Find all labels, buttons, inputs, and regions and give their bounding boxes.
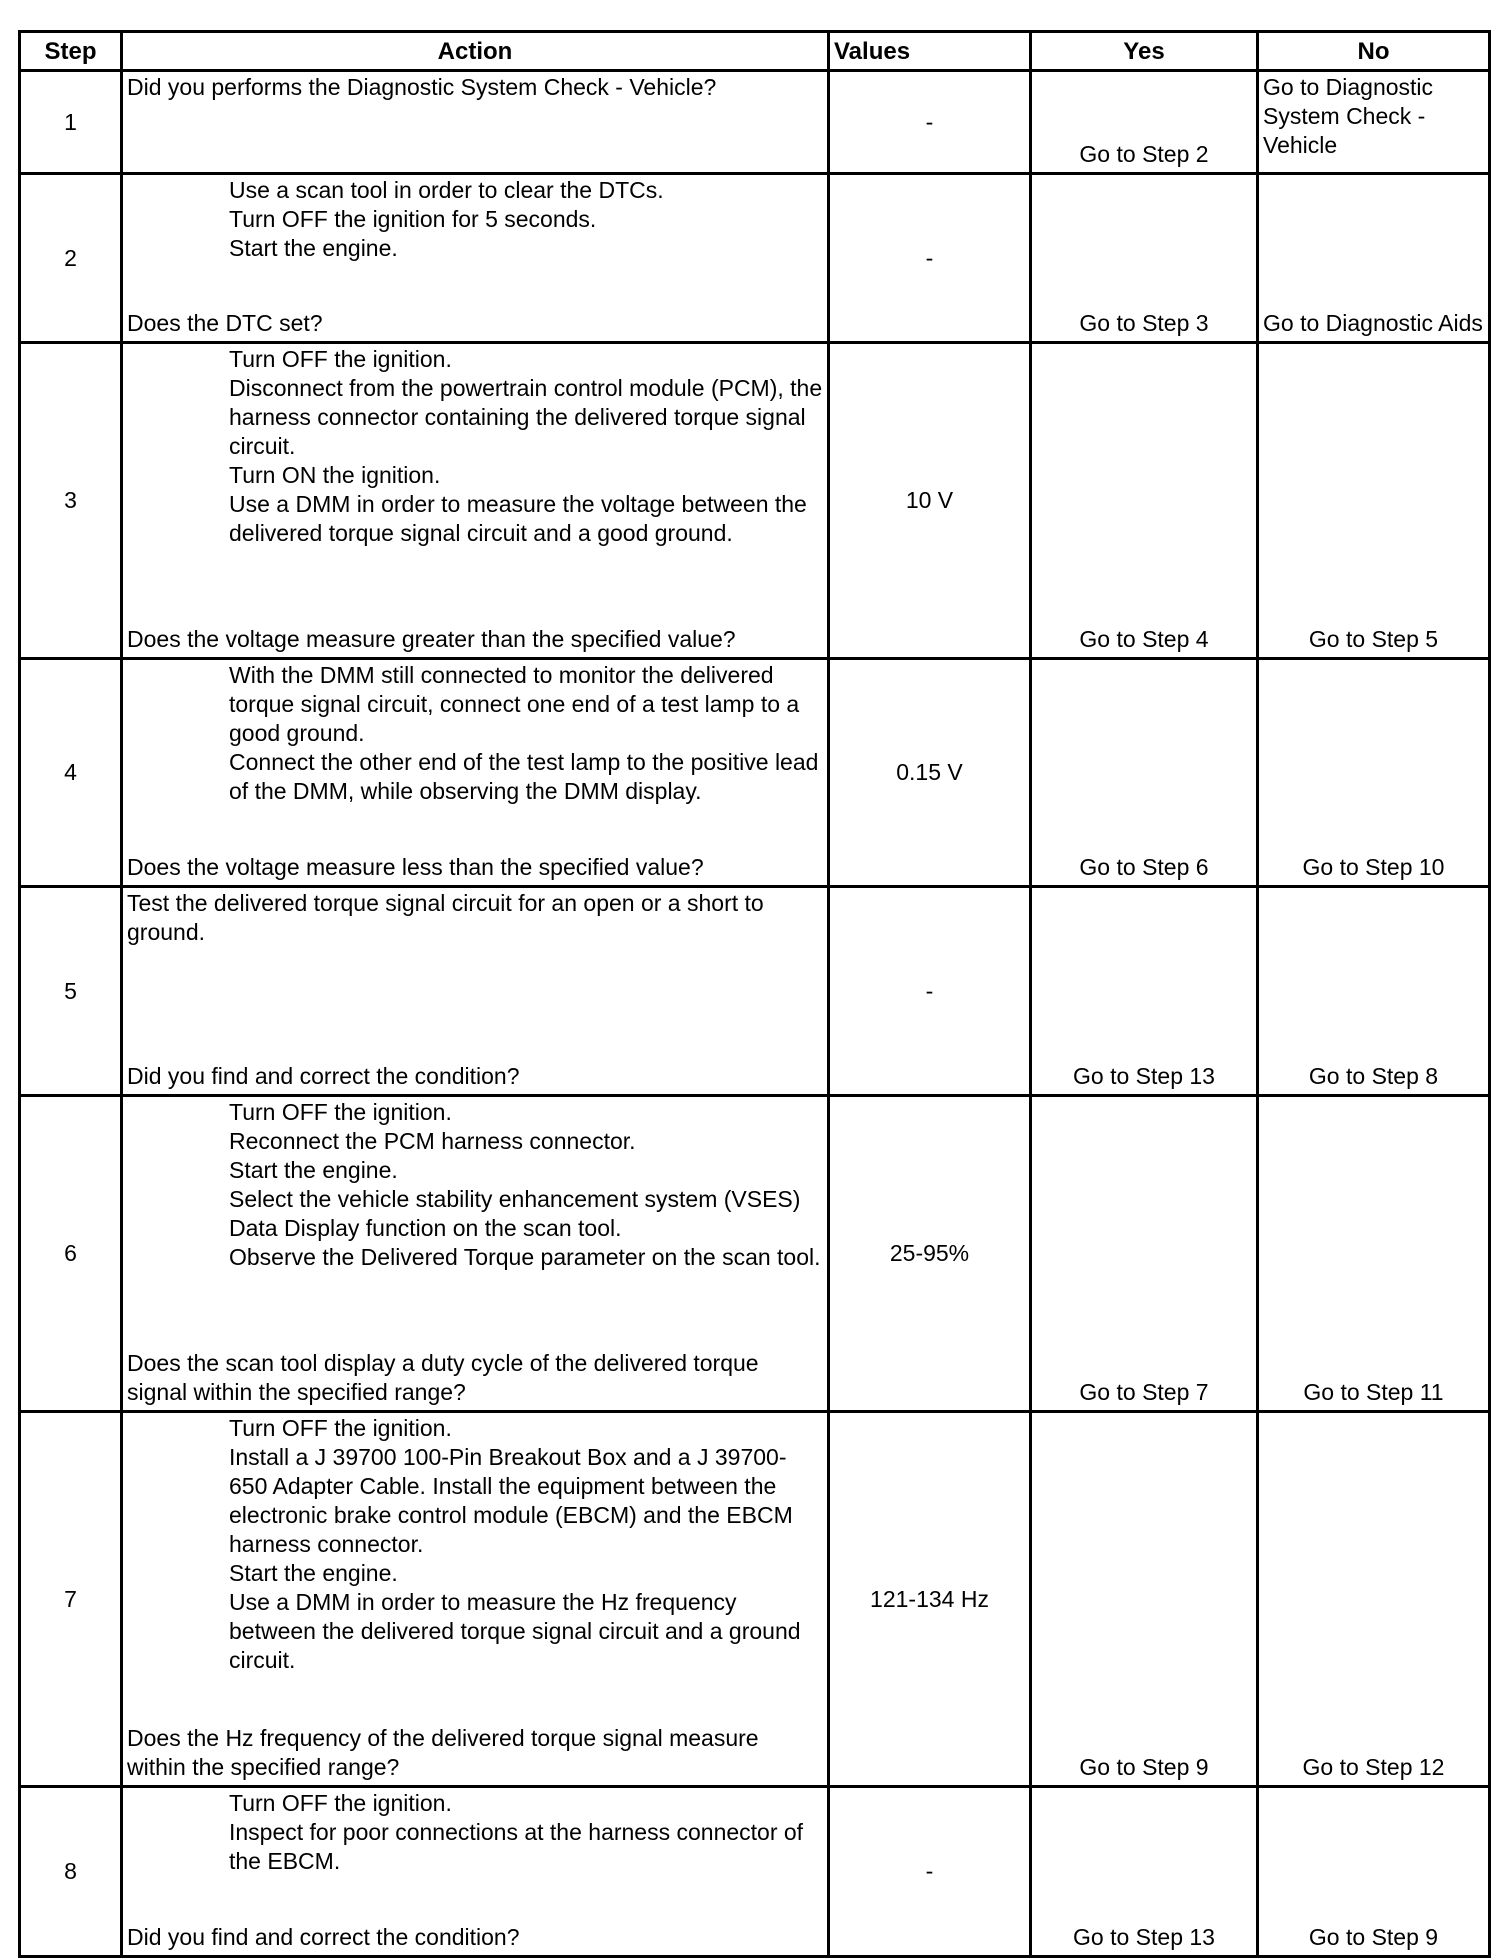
question: Did you find and correct the condition? bbox=[127, 1924, 520, 1950]
diagnostic-table bbox=[18, 30, 1491, 1958]
action-text: Did you performs the Diagnostic System Check - Vehicle? bbox=[127, 74, 717, 100]
yes-cell: Go to Step 13 bbox=[1031, 887, 1258, 1096]
value-cell: 10 V bbox=[829, 343, 1031, 659]
instruction: Turn OFF the ignition. bbox=[229, 1099, 452, 1125]
table-row bbox=[20, 659, 1490, 887]
table-row bbox=[20, 71, 1490, 174]
table-row bbox=[20, 1096, 1490, 1412]
step-number: 4 bbox=[20, 659, 122, 887]
step-number: 8 bbox=[20, 1787, 122, 1957]
step-number: 5 bbox=[20, 887, 122, 1096]
instruction: Disconnect from the powertrain control module (PCM), the harness connector containing the delivered torque signal circuit. bbox=[229, 375, 823, 459]
action-cell bbox=[122, 1096, 829, 1412]
instruction: Inspect for poor connections at the harness connector of the EBCM. bbox=[229, 1819, 804, 1874]
value-cell: 121-134 Hz bbox=[829, 1412, 1031, 1787]
action-cell bbox=[122, 887, 829, 1096]
table-row bbox=[20, 174, 1490, 343]
value-cell: - bbox=[829, 71, 1031, 174]
no-cell: Go to Step 11 bbox=[1258, 1096, 1490, 1412]
no-cell: Go to Step 5 bbox=[1258, 343, 1490, 659]
question: Did you find and correct the condition? bbox=[127, 1063, 520, 1089]
yes-cell: Go to Step 13 bbox=[1031, 1787, 1258, 1957]
instruction: With the DMM still connected to monitor the delivered torque signal circuit, connect one end of a test lamp to a good ground. bbox=[229, 662, 800, 746]
instruction: Start the engine. bbox=[229, 1157, 398, 1183]
instruction: Start the engine. bbox=[229, 235, 398, 261]
instruction: Use a DMM in order to measure the voltage between the delivered torque signal circuit and a good ground. bbox=[229, 491, 807, 546]
no-cell: Go to Step 10 bbox=[1258, 659, 1490, 887]
yes-cell: Go to Step 2 bbox=[1031, 71, 1258, 174]
no-cell: Go to Diagnostic Aids bbox=[1258, 174, 1490, 343]
header-action: Action bbox=[122, 32, 829, 71]
header-no: No bbox=[1258, 32, 1490, 71]
value-cell: 0.15 V bbox=[829, 659, 1031, 887]
header-row bbox=[20, 32, 1490, 71]
table-row bbox=[20, 1412, 1490, 1787]
action-cell bbox=[122, 343, 829, 659]
instruction: Connect the other end of the test lamp to the positive lead of the DMM, while observing the DMM display. bbox=[229, 749, 819, 804]
question: Does the Hz frequency of the delivered torque signal measure within the specified range? bbox=[127, 1725, 759, 1780]
value-cell: 25-95% bbox=[829, 1096, 1031, 1412]
action-cell bbox=[122, 174, 829, 343]
action-cell bbox=[122, 71, 829, 174]
yes-cell: Go to Step 6 bbox=[1031, 659, 1258, 887]
header-step: Step bbox=[20, 32, 122, 71]
question: Does the voltage measure less than the specified value? bbox=[127, 854, 704, 880]
table-row bbox=[20, 343, 1490, 659]
action-cell bbox=[122, 1787, 829, 1957]
instruction: Turn OFF the ignition. bbox=[229, 1790, 452, 1816]
question: Does the scan tool display a duty cycle of the delivered torque signal within the specified range? bbox=[127, 1350, 759, 1405]
value-cell: - bbox=[829, 1787, 1031, 1957]
instruction: Select the vehicle stability enhancement system (VSES) Data Display function on the scan tool. bbox=[229, 1186, 801, 1241]
instruction: Turn OFF the ignition for 5 seconds. bbox=[229, 206, 597, 232]
action-text: Test the delivered torque signal circuit for an open or a short to ground. bbox=[127, 890, 764, 945]
instruction: Use a scan tool in order to clear the DTCs. bbox=[229, 177, 664, 203]
yes-cell: Go to Step 3 bbox=[1031, 174, 1258, 343]
header-yes: Yes bbox=[1031, 32, 1258, 71]
no-cell: Go to Step 9 bbox=[1258, 1787, 1490, 1957]
step-number: 2 bbox=[20, 174, 122, 343]
no-cell: Go to Step 8 bbox=[1258, 887, 1490, 1096]
question: Does the DTC set? bbox=[127, 310, 323, 336]
instruction: Start the engine. bbox=[229, 1560, 398, 1586]
yes-cell: Go to Step 9 bbox=[1031, 1412, 1258, 1787]
step-number: 1 bbox=[20, 71, 122, 174]
question: Does the voltage measure greater than the specified value? bbox=[127, 626, 736, 652]
table-row bbox=[20, 1787, 1490, 1957]
header-values: Values bbox=[829, 32, 1031, 71]
step-number: 3 bbox=[20, 343, 122, 659]
instruction: Install a J 39700 100-Pin Breakout Box and a J 39700-650 Adapter Cable. Install the equipment between the electronic brake control module (EBCM) and the EBCM harness connector. bbox=[229, 1444, 793, 1557]
instruction: Turn OFF the ignition. bbox=[229, 346, 452, 372]
no-cell: Go to Step 12 bbox=[1258, 1412, 1490, 1787]
step-number: 7 bbox=[20, 1412, 122, 1787]
yes-cell: Go to Step 7 bbox=[1031, 1096, 1258, 1412]
instruction: Use a DMM in order to measure the Hz frequency between the delivered torque signal circuit and a ground circuit. bbox=[229, 1589, 801, 1673]
instruction: Reconnect the PCM harness connector. bbox=[229, 1128, 636, 1154]
value-cell: - bbox=[829, 174, 1031, 343]
yes-cell: Go to Step 4 bbox=[1031, 343, 1258, 659]
action-cell bbox=[122, 659, 829, 887]
value-cell: - bbox=[829, 887, 1031, 1096]
instruction: Observe the Delivered Torque parameter on the scan tool. bbox=[229, 1244, 821, 1270]
instruction: Turn ON the ignition. bbox=[229, 462, 441, 488]
no-cell: Go to Diagnostic System Check - Vehicle bbox=[1258, 71, 1490, 174]
instruction: Turn OFF the ignition. bbox=[229, 1415, 452, 1441]
step-number: 6 bbox=[20, 1096, 122, 1412]
table-row bbox=[20, 887, 1490, 1096]
action-cell bbox=[122, 1412, 829, 1787]
